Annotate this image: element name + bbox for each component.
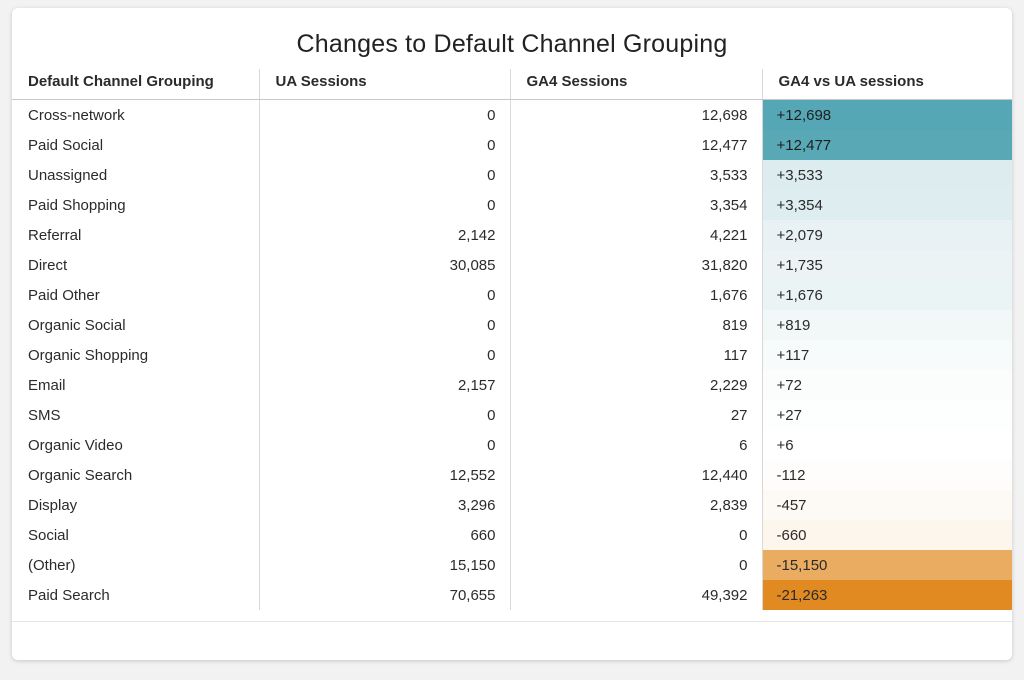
cell-channel-name: (Other) bbox=[28, 556, 76, 574]
cell-ua-sessions: 0 bbox=[259, 130, 510, 160]
cell-ga4-sessions: 6 bbox=[510, 430, 762, 460]
cell-channel-name: Paid Shopping bbox=[28, 196, 126, 214]
cell-ga4-sessions: 49,392 bbox=[510, 580, 762, 610]
cell-ga4-sessions: 3,354 bbox=[510, 190, 762, 220]
cell-ga4-vs-ua: -660 bbox=[762, 520, 1012, 550]
cell-ua-sessions: 70,655 bbox=[259, 580, 510, 610]
cell-ga4-sessions: 2,839 bbox=[510, 490, 762, 520]
cell-ga4-vs-ua: +3,354 bbox=[762, 190, 1012, 220]
table-row[interactable] bbox=[12, 100, 1012, 131]
table-row[interactable] bbox=[12, 220, 1012, 250]
cell-ua-sessions: 0 bbox=[259, 280, 510, 310]
cell-ga4-sessions: 0 bbox=[510, 520, 762, 550]
cell-channel-name: Social bbox=[28, 526, 69, 544]
cell-channel-name: Paid Social bbox=[28, 136, 104, 154]
cell-ga4-sessions: 27 bbox=[510, 400, 762, 430]
cell-ua-sessions: 0 bbox=[259, 190, 510, 220]
cell-ga4-vs-ua: +1,735 bbox=[762, 250, 1012, 280]
cell-channel-name: Organic Video bbox=[28, 436, 123, 454]
cell-ua-sessions: 0 bbox=[259, 340, 510, 370]
cell-ga4-vs-ua: +1,676 bbox=[762, 280, 1012, 310]
channel-grouping-table bbox=[12, 69, 1012, 610]
cell-channel-name: Referral bbox=[28, 226, 82, 244]
cell-ga4-vs-ua: +6 bbox=[762, 430, 1012, 460]
cell-channel-name: Organic Shopping bbox=[28, 346, 149, 364]
report-card bbox=[12, 8, 1012, 660]
column-header-channel[interactable]: Default Channel Grouping bbox=[12, 69, 259, 100]
cell-ga4-sessions: 3,533 bbox=[510, 160, 762, 190]
cell-ga4-vs-ua: +12,477 bbox=[762, 130, 1012, 160]
cell-channel-name: SMS bbox=[28, 406, 61, 424]
table-row[interactable] bbox=[12, 430, 1012, 460]
column-header-ua-sessions[interactable]: UA Sessions bbox=[259, 69, 510, 100]
cell-ga4-vs-ua: +819 bbox=[762, 310, 1012, 340]
cell-ga4-sessions: 12,477 bbox=[510, 130, 762, 160]
cell-ua-sessions: 0 bbox=[259, 100, 510, 131]
cell-ga4-vs-ua: +3,533 bbox=[762, 160, 1012, 190]
table-body bbox=[12, 100, 1012, 611]
table-row[interactable] bbox=[12, 520, 1012, 550]
cell-ga4-vs-ua: -21,263 bbox=[762, 580, 1012, 610]
cell-ga4-sessions: 31,820 bbox=[510, 250, 762, 280]
cell-channel-name: Display bbox=[28, 496, 78, 514]
table-row[interactable] bbox=[12, 160, 1012, 190]
cell-ua-sessions: 15,150 bbox=[259, 550, 510, 580]
column-header-ga4-sessions[interactable]: GA4 Sessions bbox=[510, 69, 762, 100]
table-header-row bbox=[12, 69, 1012, 100]
table-row[interactable] bbox=[12, 400, 1012, 430]
cell-channel-name: Direct bbox=[28, 256, 68, 274]
cell-ga4-vs-ua: -457 bbox=[762, 490, 1012, 520]
table-header bbox=[12, 69, 1012, 100]
cell-channel-name: Unassigned bbox=[28, 166, 108, 184]
cell-ga4-vs-ua: +12,698 bbox=[762, 100, 1012, 131]
cell-channel-name: Paid Other bbox=[28, 286, 100, 304]
cell-channel-name: Email bbox=[28, 376, 66, 394]
cell-channel-name: Paid Search bbox=[28, 586, 110, 604]
cell-channel-name: Organic Search bbox=[28, 466, 133, 484]
cell-ga4-vs-ua: +2,079 bbox=[762, 220, 1012, 250]
cell-ua-sessions: 660 bbox=[259, 520, 510, 550]
table-row[interactable] bbox=[12, 370, 1012, 400]
cell-ua-sessions: 0 bbox=[259, 310, 510, 340]
cell-channel-name: Organic Social bbox=[28, 316, 126, 334]
table-row[interactable] bbox=[12, 280, 1012, 310]
cell-ua-sessions: 3,296 bbox=[259, 490, 510, 520]
cell-ga4-vs-ua: +27 bbox=[762, 400, 1012, 430]
page-title: Changes to Default Channel Grouping bbox=[296, 30, 728, 58]
cell-ga4-sessions: 1,676 bbox=[510, 280, 762, 310]
cell-channel-name: Cross-network bbox=[28, 106, 125, 124]
table-row[interactable] bbox=[12, 460, 1012, 490]
table-row[interactable] bbox=[12, 310, 1012, 340]
table-row[interactable] bbox=[12, 340, 1012, 370]
cell-ua-sessions: 0 bbox=[259, 160, 510, 190]
cell-ga4-vs-ua: +117 bbox=[762, 340, 1012, 370]
table-row[interactable] bbox=[12, 490, 1012, 520]
table-row[interactable] bbox=[12, 250, 1012, 280]
cell-ga4-sessions: 2,229 bbox=[510, 370, 762, 400]
cell-ga4-sessions: 12,440 bbox=[510, 460, 762, 490]
column-header-ga4-vs-ua[interactable]: GA4 vs UA sessions bbox=[762, 69, 1012, 100]
card-footer bbox=[12, 621, 1012, 660]
table-row[interactable] bbox=[12, 190, 1012, 220]
cell-ua-sessions: 2,157 bbox=[259, 370, 510, 400]
table-row[interactable] bbox=[12, 580, 1012, 610]
cell-ua-sessions: 0 bbox=[259, 400, 510, 430]
cell-ua-sessions: 2,142 bbox=[259, 220, 510, 250]
cell-ga4-vs-ua: +72 bbox=[762, 370, 1012, 400]
cell-ga4-sessions: 819 bbox=[510, 310, 762, 340]
cell-ga4-vs-ua: -112 bbox=[762, 460, 1012, 490]
cell-ga4-sessions: 4,221 bbox=[510, 220, 762, 250]
cell-ua-sessions: 0 bbox=[259, 430, 510, 460]
table-row[interactable] bbox=[12, 130, 1012, 160]
cell-ga4-sessions: 0 bbox=[510, 550, 762, 580]
cell-ga4-vs-ua: -15,150 bbox=[762, 550, 1012, 580]
cell-ga4-sessions: 117 bbox=[510, 340, 762, 370]
cell-ua-sessions: 30,085 bbox=[259, 250, 510, 280]
cell-ga4-sessions: 12,698 bbox=[510, 100, 762, 131]
cell-ua-sessions: 12,552 bbox=[259, 460, 510, 490]
table-row[interactable] bbox=[12, 550, 1012, 580]
